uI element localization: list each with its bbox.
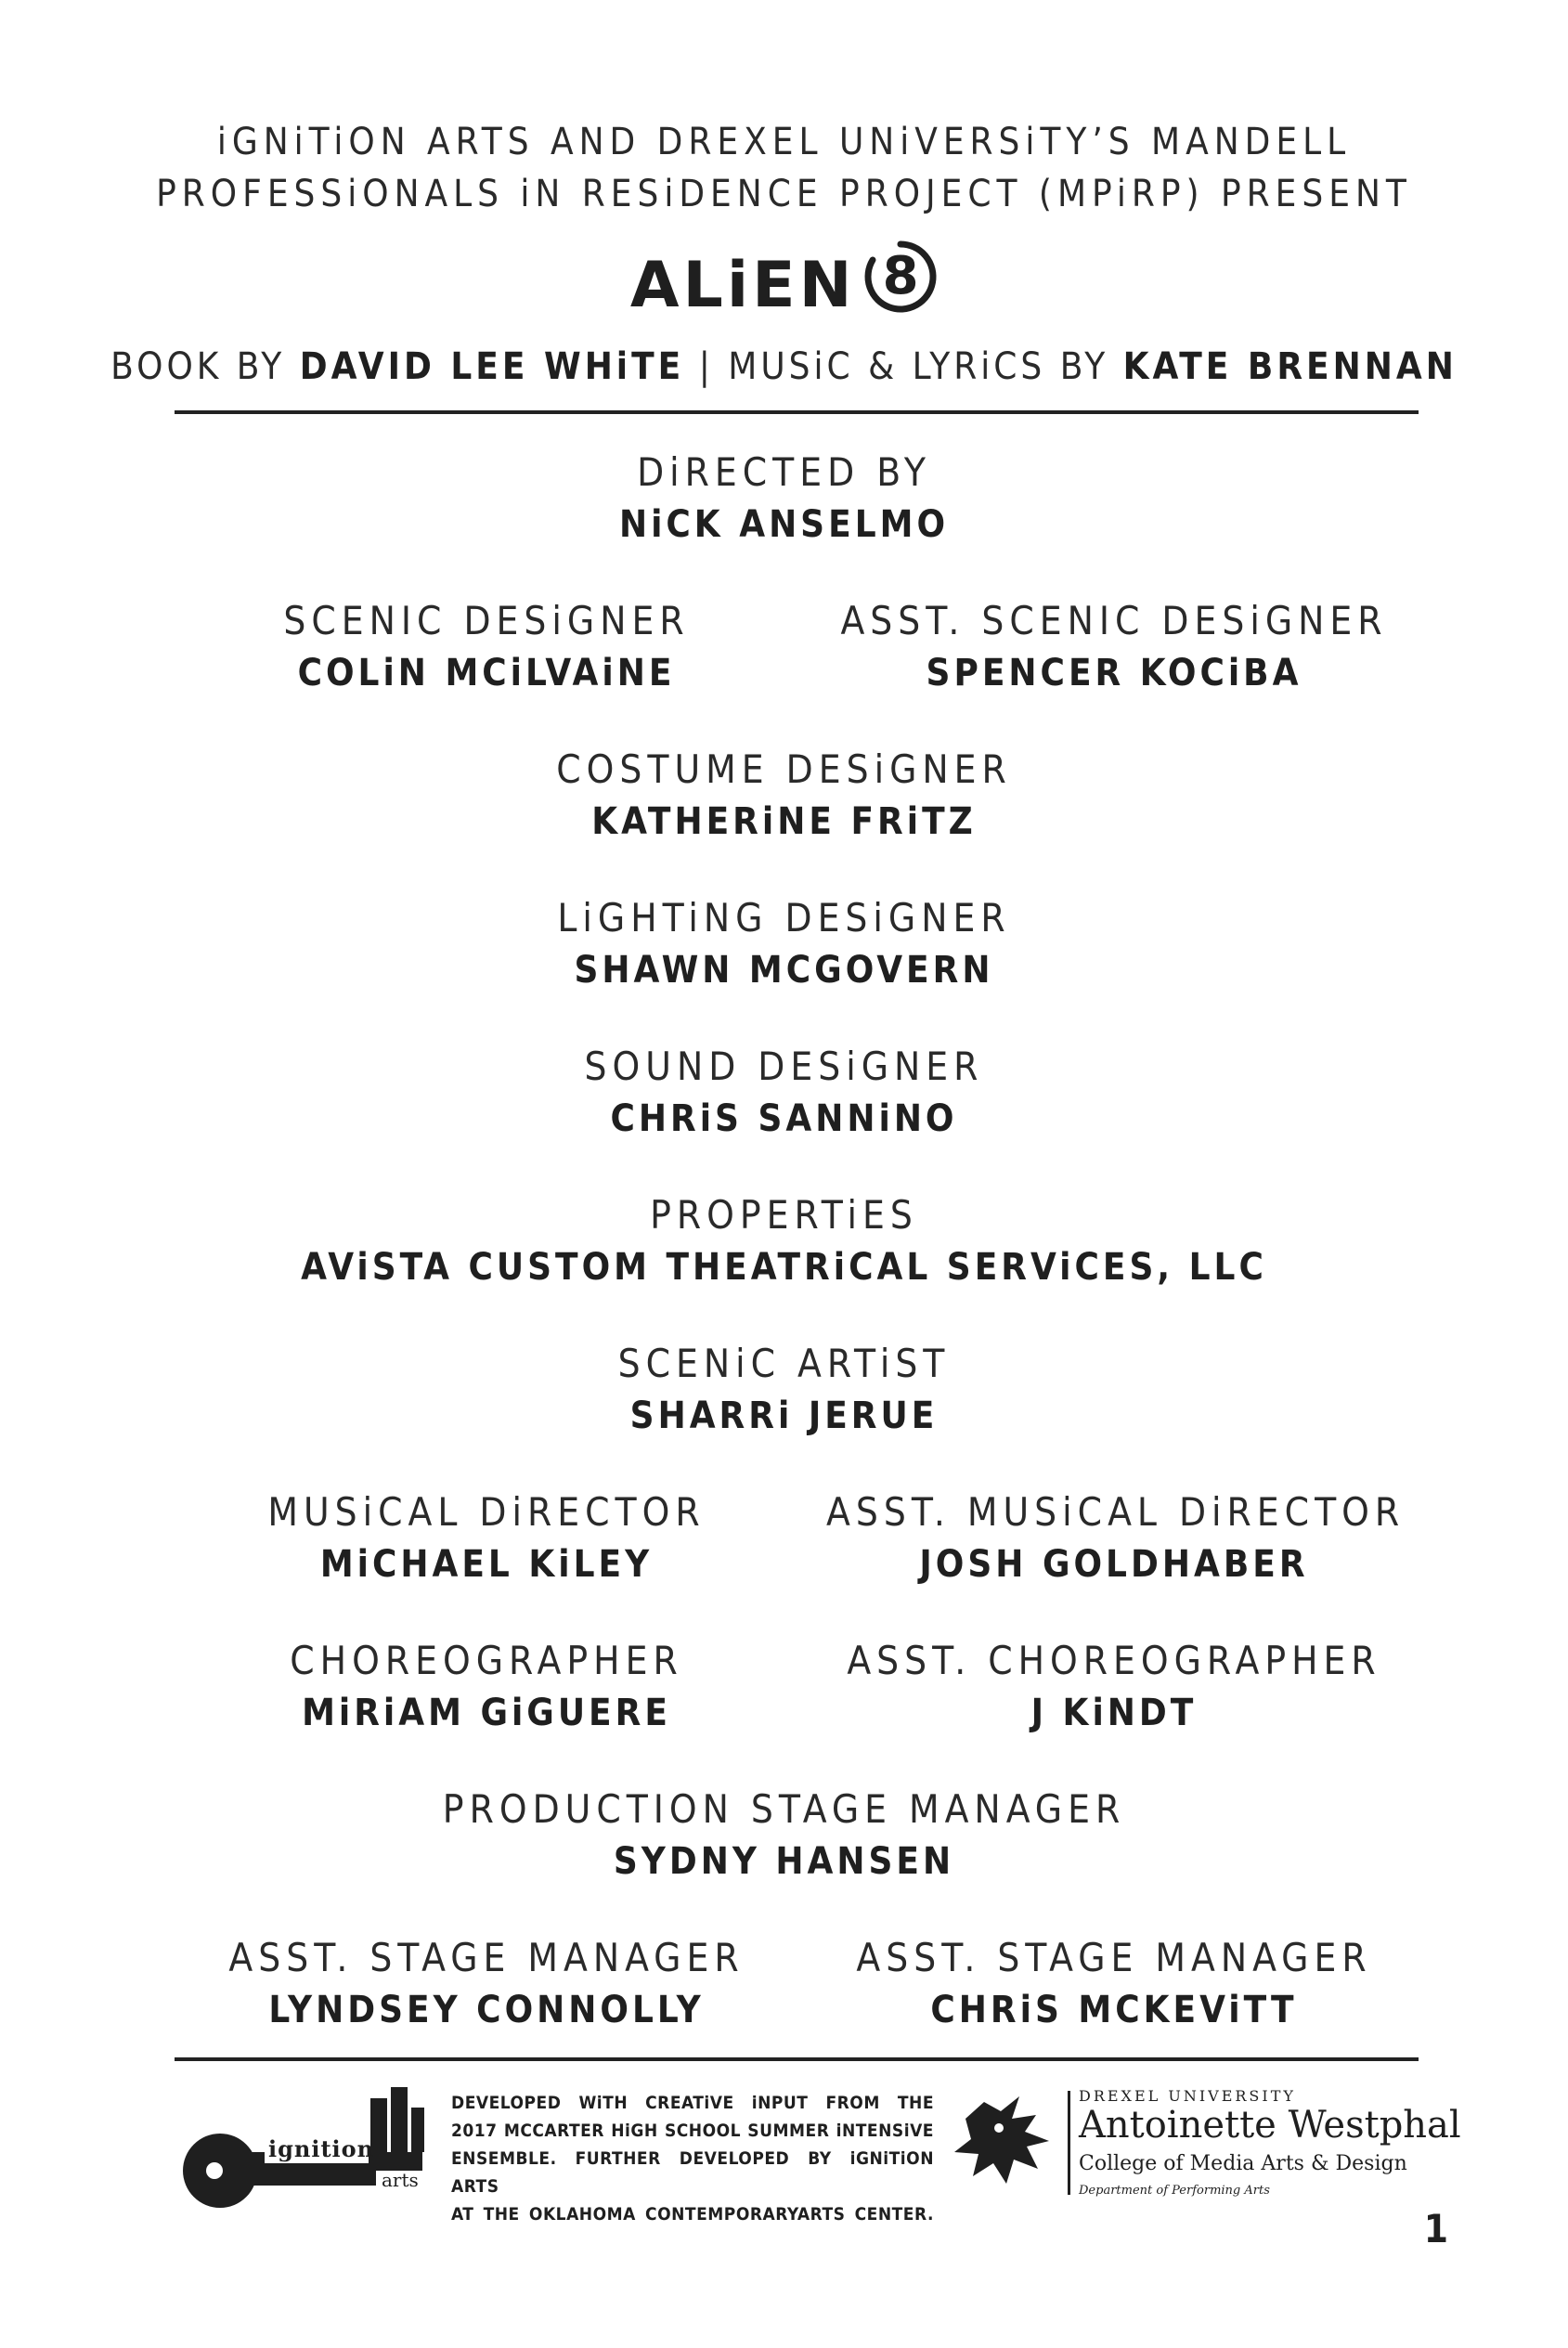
scenic-artist-role: SCENiC ARTiST: [617, 1341, 951, 1386]
costume-role: COSTUME DESiGNER: [556, 746, 1012, 792]
musical-director-name: MiCHAEL KiLEY: [319, 1543, 654, 1586]
asst-musical-director-role: ASST. MUSiCAL DiRECTOR: [826, 1489, 1406, 1535]
development-note-line-3: ENSEMBLE. FURTHER DEVELOPED BY iGNiTiON ARTS: [451, 2148, 934, 2197]
ignition-logo-word: ignition: [268, 2135, 375, 2162]
show-logo: [0, 240, 1568, 332]
director-name: NiCK ANSELMO: [618, 503, 950, 546]
asm-2-role: ASST. STAGE MANAGER: [856, 1935, 1372, 1980]
asm-2-name: CHRiS MCKEViTT: [930, 1989, 1298, 2031]
drexel-department: Department of Performing Arts: [1079, 2184, 1270, 2198]
drexel-college-subtitle: College of Media Arts & Design: [1079, 2152, 1407, 2175]
scenic-name: COLiN MCiLVAiNE: [297, 652, 676, 694]
show-logo-number: 8: [882, 246, 919, 306]
scenic-role: SCENIC DESiGNER: [283, 598, 690, 643]
ignition-logo-sub: arts: [382, 2169, 419, 2191]
musical-director-role: MUSiCAL DiRECTOR: [267, 1489, 706, 1535]
choreographer-role: CHOREOGRAPHER: [290, 1638, 683, 1683]
music-author: KATE BRENNAN: [1122, 345, 1458, 388]
lighting-role: LiGHTiNG DESiGNER: [557, 895, 1011, 940]
book-author: DAVID LEE WHiTE: [299, 345, 685, 388]
psm-role: PRODUCTION STAGE MANAGER: [442, 1786, 1126, 1832]
asst-choreographer-role: ASST. CHOREOGRAPHER: [847, 1638, 1381, 1683]
properties-role: PROPERTiES: [650, 1192, 918, 1238]
director-role: DiRECTED BY: [637, 449, 931, 495]
bottom-rule: [175, 2057, 1419, 2061]
book-music-credits: [0, 345, 1568, 388]
asst-scenic-role: ASST. SCENIC DESiGNER: [840, 598, 1388, 643]
dragon-icon: [947, 2091, 1058, 2193]
asst-musical-director-name: JOSH GOLDHABER: [919, 1543, 1309, 1586]
choreographer-name: MiRiAM GiGUERE: [302, 1692, 671, 1734]
ignition-arts-logo: [172, 2080, 432, 2210]
sound-name: CHRiS SANNiNO: [610, 1097, 958, 1140]
development-note: [451, 2089, 934, 2228]
drexel-university-label: DREXEL UNIVERSITY: [1079, 2087, 1296, 2105]
drexel-college-name: Antoinette Westphal: [1079, 2104, 1461, 2147]
credit-separator: |: [684, 345, 729, 388]
asm-1-role: ASST. STAGE MANAGER: [228, 1935, 745, 1980]
scenic-artist-name: SHARRi JERUE: [629, 1395, 939, 1437]
show-logo-word: ALiEN: [629, 249, 856, 322]
presenters-line-2: PROFESSiONALS iN RESiDENCE PROJECT (MPiRP) PRESENT: [156, 173, 1412, 215]
music-prefix: MUSiC & LYRiCS BY: [728, 345, 1123, 388]
presenters-line-1: iGNiTiON ARTS AND DREXEL UNiVERSiTY’S MANDELL: [216, 121, 1352, 163]
sound-role: SOUND DESiGNER: [584, 1044, 984, 1089]
logo-ring: [863, 240, 938, 314]
lighting-name: SHAWN MCGOVERN: [574, 949, 994, 992]
page-number: 1: [1423, 2206, 1448, 2251]
development-note-line-4: AT THE OKLAHOMA CONTEMPORARYARTS CENTER.: [451, 2204, 934, 2225]
book-prefix: BOOK BY: [110, 345, 300, 388]
asst-scenic-name: SPENCER KOCiBA: [926, 652, 1302, 694]
drexel-divider: [1068, 2091, 1070, 2195]
development-note-line-1: DEVELOPED WiTH CREATiVE iNPUT FROM THE: [451, 2093, 934, 2113]
costume-name: KATHERiNE FRiTZ: [591, 800, 977, 843]
asm-1-name: LYNDSEY CONNOLLY: [268, 1989, 705, 2031]
psm-name: SYDNY HANSEN: [613, 1840, 955, 1883]
asst-choreographer-name: J KiNDT: [1030, 1692, 1198, 1734]
drexel-westphal-logo: [947, 2083, 1461, 2204]
top-rule: [175, 410, 1419, 414]
development-note-line-2: 2017 MCCARTER HiGH SCHOOL SUMMER iNTENSiVE: [451, 2121, 934, 2141]
properties-name: AViSTA CUSTOM THEATRiCAL SERViCES, LLC: [301, 1246, 1267, 1289]
